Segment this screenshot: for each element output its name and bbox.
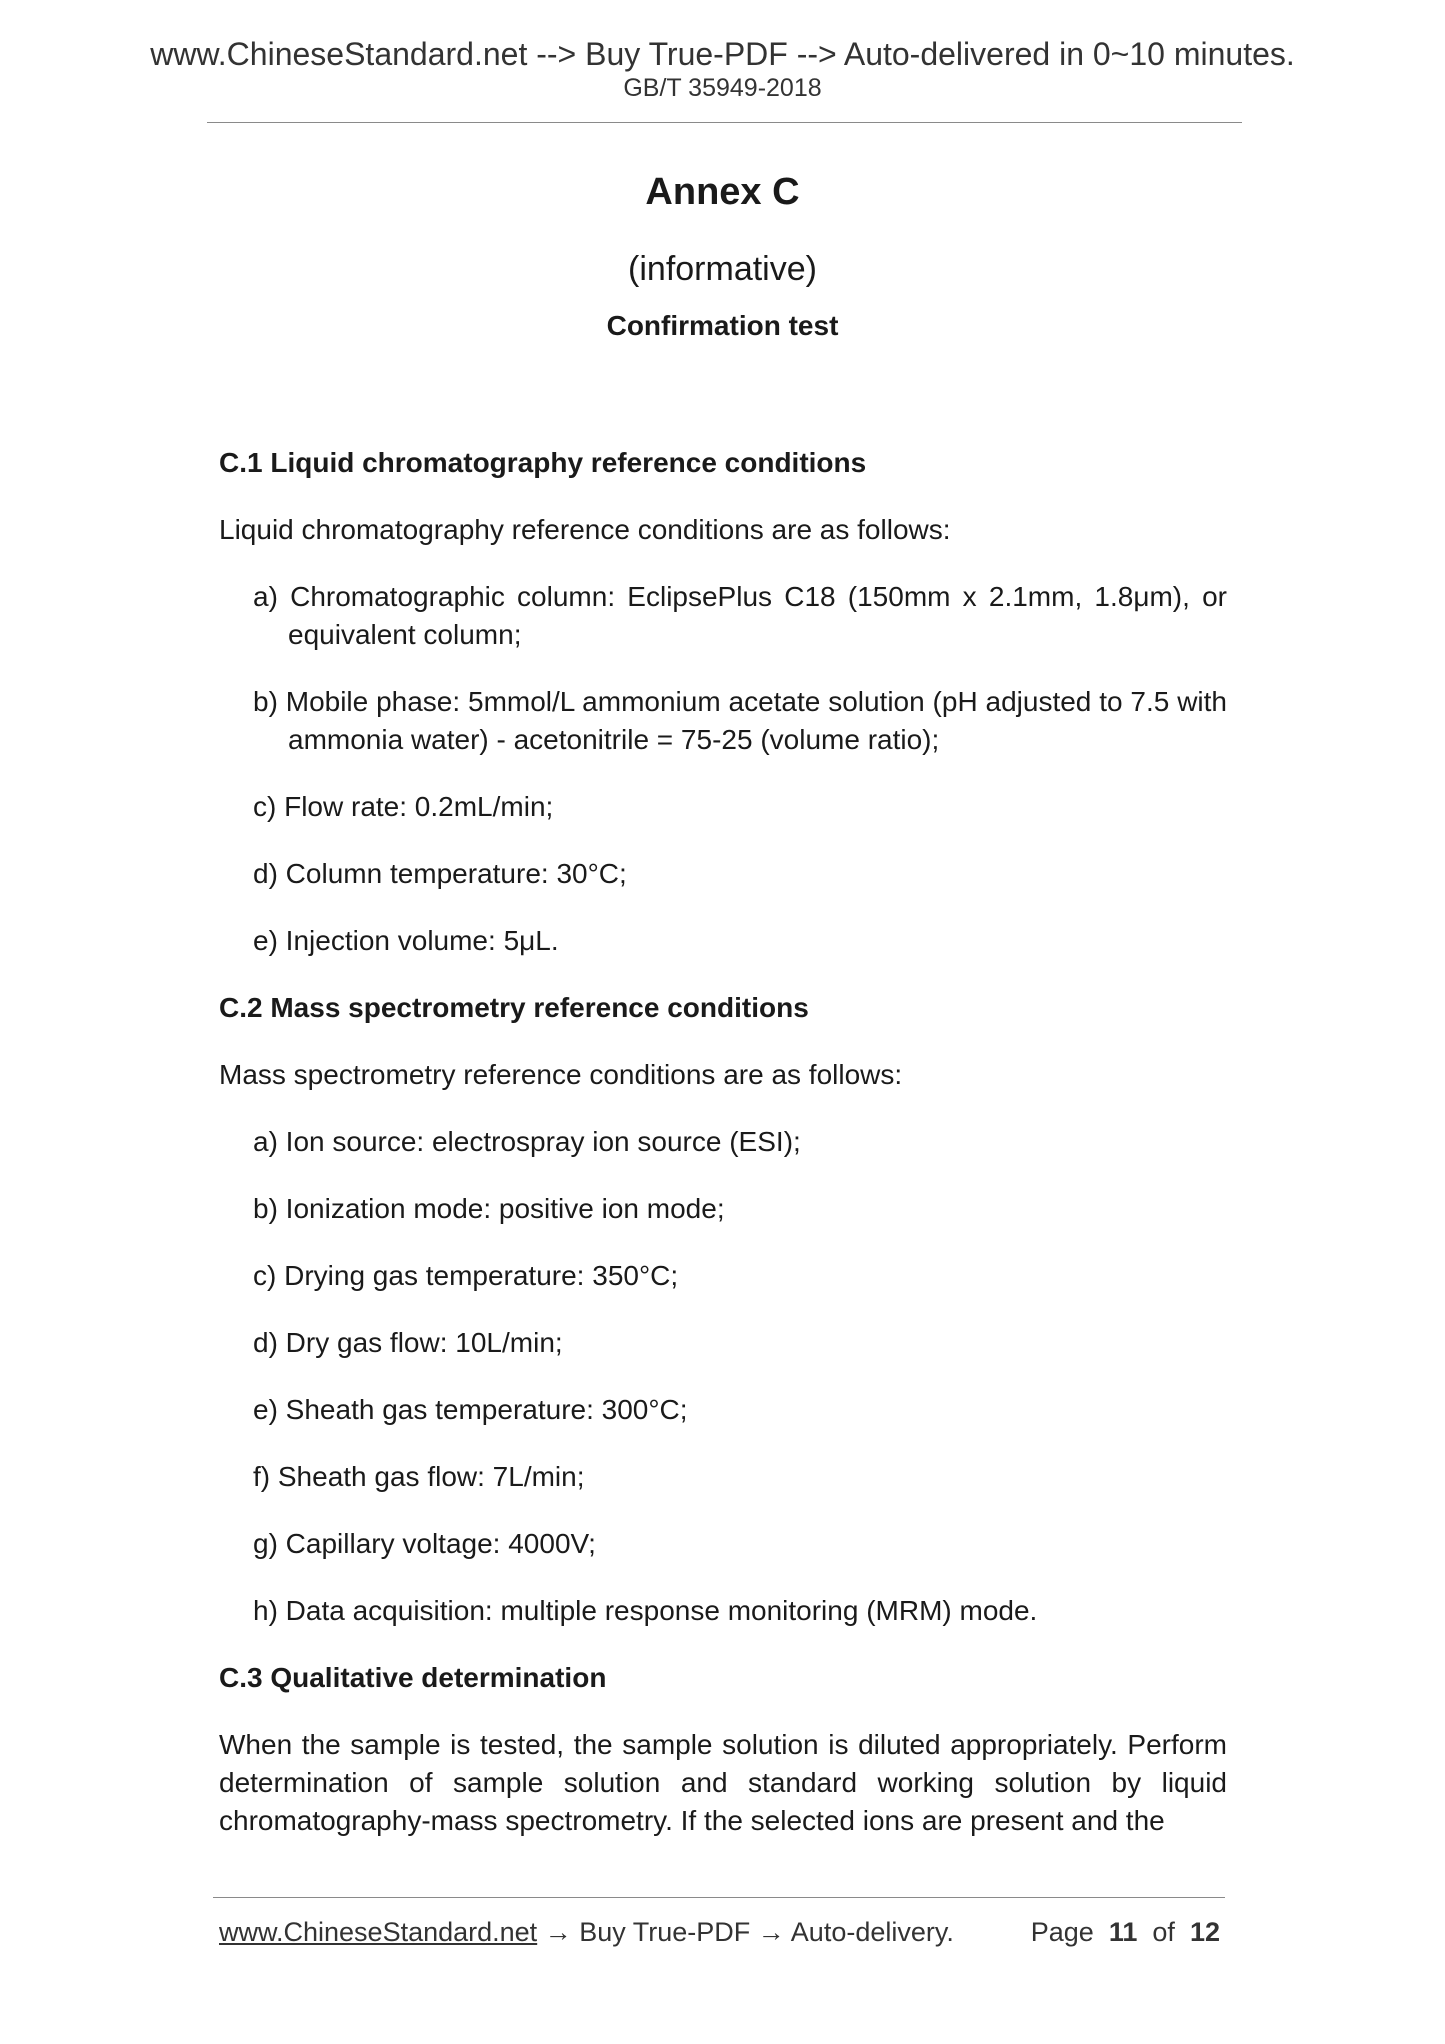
arrow-right-icon: → xyxy=(544,1917,572,1947)
list-item: d) Dry gas flow: 10L/min; xyxy=(253,1327,563,1358)
list-item: b) Ionization mode: positive ion mode; xyxy=(253,1193,725,1224)
section-intro: Mass spectrometry reference conditions are as follows: xyxy=(219,1059,903,1090)
footer-left xyxy=(219,1919,954,1946)
list-item: c) Drying gas temperature: 350°C; xyxy=(253,1260,679,1291)
list-item: e) Sheath gas temperature: 300°C; xyxy=(253,1394,688,1425)
annex-type: (informative) xyxy=(628,250,817,288)
arrow-right-icon: → xyxy=(757,1917,785,1947)
of-label: of xyxy=(1152,1917,1175,1947)
annex-title: Annex C xyxy=(645,171,800,213)
list-item: e) Injection volume: 5μL. xyxy=(253,925,559,956)
footer-delivery-text: Auto-delivery. xyxy=(790,1917,954,1947)
header-divider xyxy=(207,122,1242,123)
list-item: a) Chromatographic column: EclipsePlus C18 (150mm x 2.1mm, 1.8μm), or equivalent column; xyxy=(253,581,1227,650)
footer-divider xyxy=(213,1897,1225,1898)
section-c1 xyxy=(219,444,1227,960)
list-item: c) Flow rate: 0.2mL/min; xyxy=(253,791,554,822)
section-c2 xyxy=(219,989,1227,1630)
page-indicator xyxy=(1031,1919,1220,1946)
condition-list xyxy=(219,578,1227,960)
list-item: d) Column temperature: 30°C; xyxy=(253,858,627,889)
section-heading: C.2 Mass spectrometry reference conditions xyxy=(219,992,809,1023)
footer-site-link[interactable]: www.ChineseStandard.net xyxy=(219,1917,538,1947)
annex-subtitle: Confirmation test xyxy=(606,310,839,341)
page-label: Page xyxy=(1030,1917,1094,1947)
section-heading: C.3 Qualitative determination xyxy=(219,1662,607,1693)
list-item: b) Mobile phase: 5mmol/L ammonium acetate solution (pH adjusted to 7.5 with ammonia water) - acetonitrile = 75-25 (volume ratio); xyxy=(253,686,1227,755)
condition-list xyxy=(219,1123,1227,1630)
section-c3 xyxy=(219,1659,1227,1840)
section-intro: Liquid chromatography reference conditions are as follows: xyxy=(219,514,951,545)
page-number: 11 xyxy=(1108,1917,1138,1947)
list-item: f) Sheath gas flow: 7L/min; xyxy=(253,1461,585,1492)
section-heading: C.1 Liquid chromatography reference conditions xyxy=(219,447,867,478)
footer-buy-text: Buy True-PDF xyxy=(579,1917,751,1947)
document-body xyxy=(219,444,1227,1840)
section-paragraph: When the sample is tested, the sample solution is diluted appropriately. Perform determination of sample solution and standard working solution by liquid chromatography-mass spectrometry. If the selected ions are present and the xyxy=(219,1729,1227,1836)
list-item: a) Ion source: electrospray ion source (ESI); xyxy=(253,1126,801,1157)
standard-number: GB/T 35949-2018 xyxy=(623,74,822,102)
list-item: g) Capillary voltage: 4000V; xyxy=(253,1528,596,1559)
top-banner: www.ChineseStandard.net --> Buy True-PDF --> Auto-delivered in 0~10 minutes. xyxy=(150,36,1295,72)
list-item: h) Data acquisition: multiple response monitoring (MRM) mode. xyxy=(253,1595,1038,1626)
page-total: 12 xyxy=(1189,1917,1220,1947)
